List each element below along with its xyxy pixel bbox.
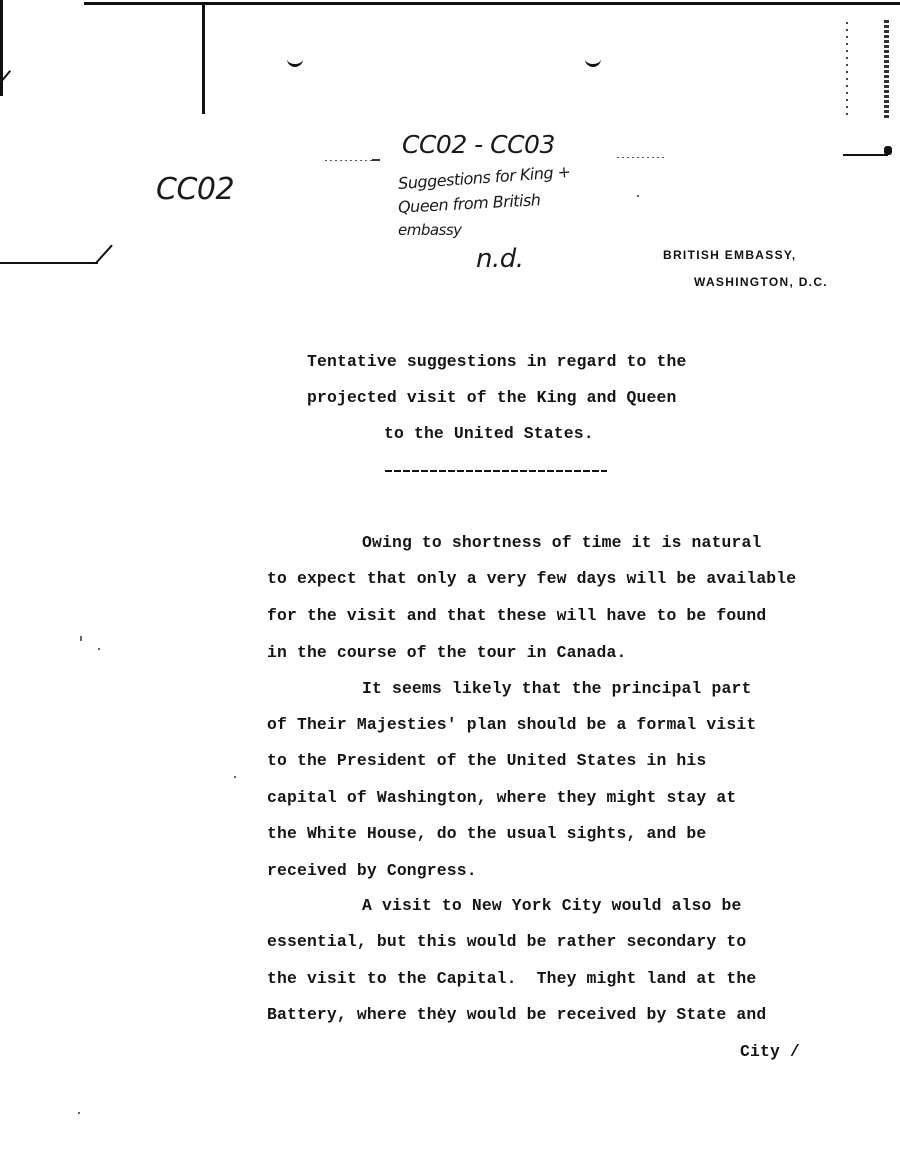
letterhead-line-2: WASHINGTON, D.C. <box>694 275 828 289</box>
handwritten-page-id: CC02 <box>156 172 235 207</box>
handwritten-note-line: Queen from British <box>397 190 541 217</box>
paragraph-1-line: for the visit and that these will have to be found <box>267 606 767 625</box>
catchword: City / <box>740 1042 800 1061</box>
title-divider-rule <box>385 470 607 472</box>
paragraph-1-line: Owing to shortness of time it is natural <box>362 533 762 552</box>
paragraph-1-line: to expect that only a very few days will be available <box>267 569 797 588</box>
paragraph-3-line: Battery, where they would be received by State and <box>267 1005 767 1024</box>
scan-speck <box>80 636 82 641</box>
scan-speck <box>98 648 100 650</box>
scan-noise-right-1 <box>846 22 848 117</box>
paragraph-2-line: of Their Majesties' plan should be a formal visit <box>267 715 757 734</box>
paragraph-3-line: essential, but this would be rather secondary to <box>267 932 747 951</box>
handwritten-page-range: CC02 - CC03 <box>402 130 555 159</box>
scan-speck <box>78 1112 80 1114</box>
document-title-line: projected visit of the King and Queen <box>307 388 677 407</box>
scan-noise-right-2 <box>884 20 889 120</box>
paragraph-1-line: in the course of the tour in Canada. <box>267 643 627 662</box>
paragraph-2-line: to the President of the United States in his <box>267 751 707 770</box>
scan-noise-right-blob <box>884 146 892 155</box>
letterhead-line-1: BRITISH EMBASSY, <box>663 248 797 262</box>
scan-edge-top-line <box>84 2 900 5</box>
document-title-line: to the United States. <box>384 424 594 443</box>
punch-hole-mark-left <box>287 58 303 67</box>
paragraph-3-line: A visit to New York City would also be <box>362 896 742 915</box>
handwritten-note-line: Suggestions for King + <box>397 162 572 194</box>
paragraph-2-line: received by Congress. <box>267 861 477 880</box>
paragraph-2-line: the White House, do the usual sights, and be <box>267 824 707 843</box>
paragraph-3-line: the visit to the Capital. They might land at the <box>267 969 757 988</box>
scan-speck <box>234 776 236 778</box>
scan-edge-vertical-line <box>202 4 205 114</box>
paragraph-2-line: It seems likely that the principal part <box>362 679 752 698</box>
scan-edge-lower-left-diagonal <box>95 244 113 263</box>
punch-hole-mark-right <box>585 58 601 67</box>
handwritten-note-line: embassy <box>398 221 462 239</box>
scan-speck <box>637 195 639 197</box>
document-title-line: Tentative suggestions in regard to the <box>307 352 687 371</box>
paragraph-2-line: capital of Washington, where they might stay at <box>267 788 737 807</box>
scan-dotted-mark-left <box>325 160 375 161</box>
scan-edge-lower-left-line <box>0 262 98 264</box>
scan-dotted-mark-right <box>617 157 667 158</box>
scan-noise-right-base <box>843 154 888 156</box>
handwritten-date-note: n.d. <box>476 244 524 274</box>
scan-dash-mark <box>372 159 380 161</box>
